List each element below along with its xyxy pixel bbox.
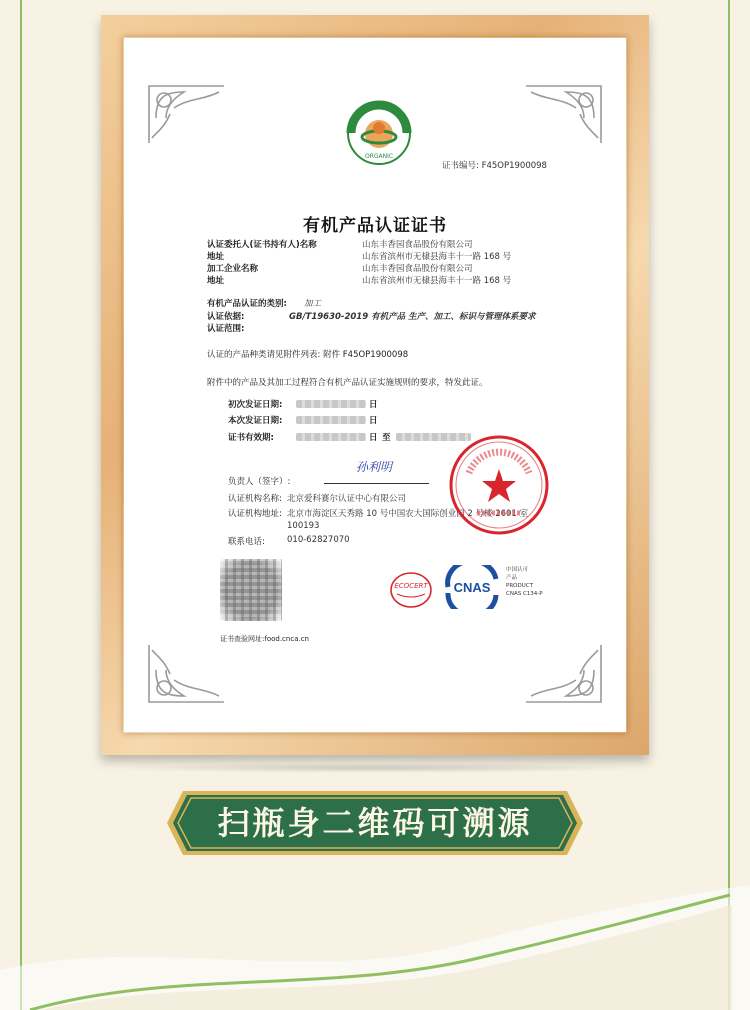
body-name-label: 认证机构名称: [228,494,282,504]
left-border-line [20,0,22,1010]
category-label: 有机产品认证的类别: [207,299,287,309]
certificate [124,38,626,732]
postcode: 100193 [287,521,320,531]
phone-label: 联系电话: [228,537,265,547]
signer-label: 负责人（签字）: [228,477,291,487]
processor-address-label: 地址 [207,276,225,286]
china-organic-logo [346,100,412,166]
certificate-frame [101,15,649,755]
validity-to: 至 [382,433,391,443]
corner-ornament-bottom-right [516,640,606,710]
frame-shadow [120,763,630,773]
verify-url: 证书查验网址:food.cnca.cn [220,635,309,643]
cnas-note: 中国认可 产品 PRODUCT CNAS C134-P [506,567,543,597]
certificate-title: 有机产品认证证书 [303,216,447,236]
processor-name-value: 山东丰香园食品股份有限公司 [362,264,473,274]
processor-address-value: 山东省滨州市无棣县海丰十一路 168 号 [362,276,512,286]
holder-address-label: 地址 [207,252,225,262]
body-address-value: 北京市海淀区天秀路 10 号中国农大国际创业园 2 号楼 2601 室 [287,509,529,519]
validity-label: 证书有效期: [228,433,274,443]
current-issue-label: 本次发证日期: [228,416,283,426]
corner-ornament-bottom-left [144,640,234,710]
ecocert-logo-text: ECOCERT [394,582,428,590]
qr-code-overlay [220,559,282,621]
phone-value: 010-62827070 [287,535,350,545]
conformity-statement: 附件中的产品及其加工过程符合有机产品认证实施规则的要求，特发此证。 [207,378,488,388]
category-value: 加工 [304,299,322,309]
holder-name-value: 山东丰香园食品股份有限公司 [362,240,473,250]
organic-logo-text: ORGANIC [364,153,394,160]
current-issue-date-redacted [296,416,366,424]
first-issue-day: 日 [369,400,378,410]
red-official-stamp [447,433,551,537]
signature-line [324,483,429,484]
first-issue-date-redacted [296,400,366,408]
first-issue-label: 初次发证日期: [228,400,283,410]
annex-text: 认证的产品种类请见附件列表: 附件 F45OP1900098 [207,350,409,360]
corner-ornament-top-right [516,78,606,148]
validity-start-redacted [296,433,366,441]
cnas-logo [442,565,502,609]
current-issue-day: 日 [369,416,378,426]
holder-name-label: 认证委托人(证书持有人)名称 [207,240,317,250]
body-address-label: 认证机构地址: [228,509,282,519]
right-border-line [728,0,730,1010]
cert-number: 证书编号: F45OP1900098 [442,161,547,171]
scope-label: 认证范围: [207,324,245,334]
bottom-wave-decoration [0,875,750,1010]
trace-banner-text: 扫瓶身二维码可溯源 [217,804,533,842]
cnas-logo-text: CNAS [453,580,491,595]
basis-label: 认证依据: [207,312,245,322]
validity-start-day: 日 [369,433,378,443]
basis-value: GB/T19630-2019 有机产品 生产、加工、标识与管理体系要求 [289,312,536,322]
body-name-value: 北京爱科赛尔认证中心有限公司 [287,494,407,504]
holder-address-value: 山东省滨州市无棣县海丰十一路 168 号 [362,252,512,262]
ecocert-logo [389,570,433,610]
corner-ornament-top-left [144,78,234,148]
signature: 孙利明 [356,460,393,474]
processor-name-label: 加工企业名称 [207,264,259,274]
